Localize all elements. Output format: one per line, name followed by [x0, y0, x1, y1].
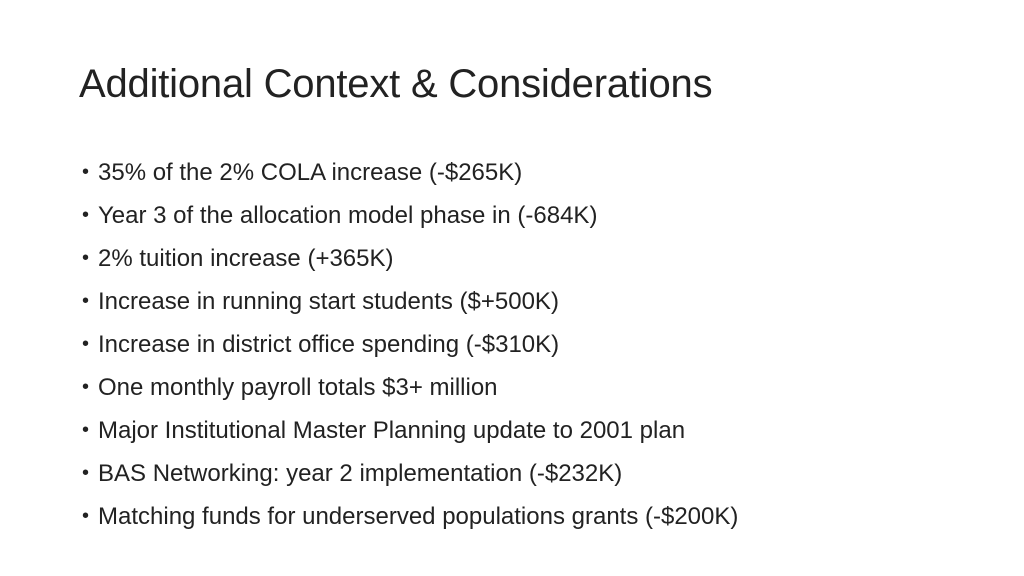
bullet-text: Increase in running start students ($+500K)	[98, 288, 559, 315]
bullet-item	[80, 280, 980, 323]
bullet-item	[80, 366, 980, 409]
bullet-item	[80, 323, 980, 366]
bullet-dot-icon: •	[82, 204, 90, 226]
bullet-text: Year 3 of the allocation model phase in (-684K)	[98, 202, 598, 229]
bullet-text: Matching funds for underserved populations grants (-$200K)	[98, 503, 739, 530]
bullet-item	[80, 151, 980, 194]
bullet-text: BAS Networking: year 2 implementation (-$232K)	[98, 460, 623, 487]
bullet-text: 2% tuition increase (+365K)	[98, 245, 394, 272]
bullet-item	[80, 194, 980, 237]
bullet-text: 35% of the 2% COLA increase (-$265K)	[98, 159, 523, 186]
bullet-dot-icon: •	[82, 161, 90, 183]
bullet-text: Major Institutional Master Planning update to 2001 plan	[98, 417, 686, 444]
bullet-dot-icon: •	[82, 505, 90, 527]
bullet-dot-icon: •	[82, 333, 90, 355]
slide-title: Additional Context & Considerations	[79, 62, 713, 106]
bullet-text: Increase in district office spending (-$310K)	[98, 331, 560, 358]
bullet-dot-icon: •	[82, 462, 90, 484]
bullet-item	[80, 237, 980, 280]
bullet-item	[80, 452, 980, 495]
bullet-item	[80, 495, 980, 538]
bullet-dot-icon: •	[82, 290, 90, 312]
bullet-item	[80, 409, 980, 452]
bullet-text: One monthly payroll totals $3+ million	[98, 374, 498, 401]
bullet-dot-icon: •	[82, 376, 90, 398]
bullet-list	[80, 151, 980, 538]
bullet-dot-icon: •	[82, 419, 90, 441]
bullet-dot-icon: •	[82, 247, 90, 269]
